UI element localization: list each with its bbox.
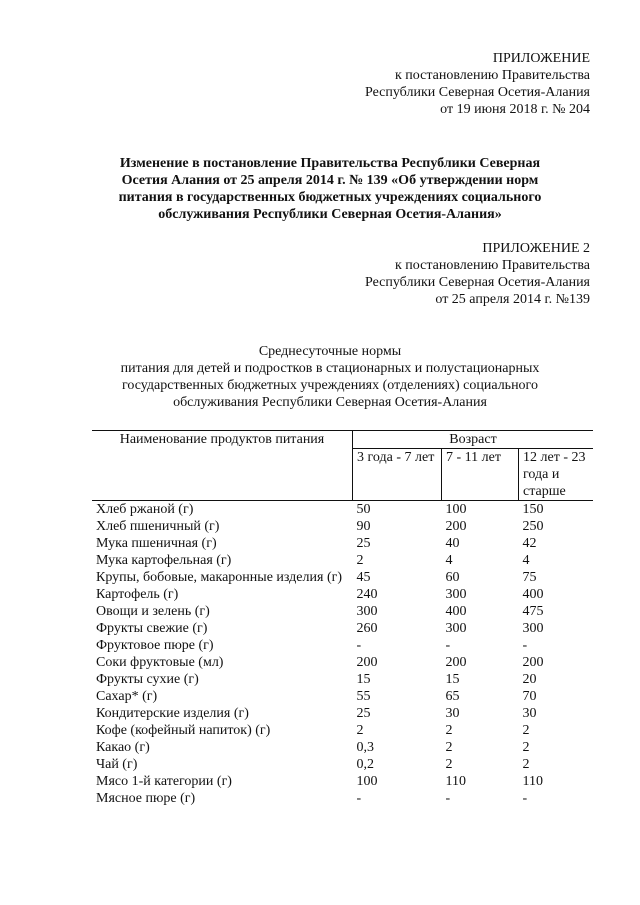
- norm-value-cell: 100: [445, 502, 467, 517]
- norm-value-cell: 200: [356, 655, 378, 670]
- norm-value-cell: 2: [356, 723, 364, 738]
- norm-value-cell: 75: [522, 570, 537, 585]
- norm-value-cell: 2: [445, 740, 453, 755]
- appendix-header: [330, 50, 590, 118]
- norm-value-cell: -: [445, 791, 451, 806]
- norm-value-cell: 2: [522, 723, 530, 738]
- norm-value-cell: 300: [445, 621, 467, 636]
- appendix-date-line: от 19 июня 2018 г. № 204: [440, 102, 590, 117]
- norm-value-cell: 150: [522, 502, 544, 517]
- norm-value-cell: -: [356, 791, 362, 806]
- norm-value-cell: 4: [445, 553, 453, 568]
- product-name-cell: Хлеб пшеничный (г): [96, 519, 220, 534]
- product-name-cell: Мясное пюре (г): [96, 791, 196, 806]
- product-name-cell: Сахар* (г): [96, 689, 158, 704]
- product-name-cell: Мука картофельная (г): [96, 553, 232, 568]
- appendix-2-ref-line: к постановлению Правительства: [394, 258, 590, 273]
- decree-title-line: Изменение в постановление Правительства Республики Северная: [119, 156, 541, 171]
- norm-value-cell: 2: [356, 553, 364, 568]
- column-header-age-7-11: 7 - 11 лет: [442, 449, 519, 501]
- product-name-cell: Кофе (кофейный напиток) (г): [96, 723, 271, 738]
- table-row: [92, 535, 593, 552]
- product-name-cell: Фруктовое пюре (г): [96, 638, 214, 653]
- norm-value-cell: 300: [356, 604, 378, 619]
- norm-value-cell: 50: [356, 502, 371, 517]
- appendix-ref-line: к постановлению Правительства: [394, 68, 590, 83]
- table-row: [92, 739, 593, 756]
- decree-title-line: питания в государственных бюджетных учреждениях социального: [118, 190, 542, 205]
- norm-value-cell: 200: [445, 655, 467, 670]
- norm-value-cell: 70: [522, 689, 537, 704]
- table-row: [92, 603, 593, 620]
- appendix-ref-line: Республики Северная Осетия-Алания: [365, 85, 590, 100]
- product-name-cell: Крупы, бобовые, макаронные изделия (г): [96, 570, 343, 585]
- table-row: [92, 620, 593, 637]
- table-row: [92, 518, 593, 535]
- product-name-cell: Соки фруктовые (мл): [96, 655, 224, 670]
- norm-value-cell: 25: [356, 536, 371, 551]
- norms-title-line: Среднесуточные нормы: [258, 344, 402, 359]
- product-name-cell: Мясо 1-й категории (г): [96, 774, 232, 789]
- norm-value-cell: 40: [445, 536, 460, 551]
- norm-value-cell: 15: [445, 672, 460, 687]
- norm-value-cell: -: [356, 638, 362, 653]
- norm-value-cell: 20: [522, 672, 537, 687]
- norm-value-cell: 45: [356, 570, 371, 585]
- column-header-age-3-7: 3 года - 7 лет: [353, 449, 442, 501]
- product-name-cell: Какао (г): [96, 740, 150, 755]
- nutrition-norms-table: [92, 430, 593, 807]
- norm-value-cell: 2: [445, 757, 453, 772]
- decree-title-line: Осетия Алания от 25 апреля 2014 г. № 139 «Об утверждении норм: [121, 173, 539, 188]
- norms-title: [90, 343, 570, 411]
- norm-value-cell: 250: [522, 519, 544, 534]
- norm-value-cell: 400: [445, 604, 467, 619]
- norm-value-cell: 475: [522, 604, 544, 619]
- column-header-age-12-23: 12 лет - 23 года и старше: [519, 449, 594, 501]
- norm-value-cell: 200: [445, 519, 467, 534]
- norm-value-cell: 260: [356, 621, 378, 636]
- norm-value-cell: -: [445, 638, 451, 653]
- table-row: [92, 773, 593, 790]
- norms-title-line: государственных бюджетных учреждениях (отделениях) социального: [122, 378, 538, 393]
- norms-title-line: обслуживания Республики Северная Осетия-Алания: [173, 395, 487, 410]
- table-row: [92, 501, 593, 519]
- product-name-cell: Фрукты сухие (г): [96, 672, 199, 687]
- decree-title-line: обслуживания Республики Северная Осетия-Алания»: [158, 207, 502, 222]
- table-row: [92, 688, 593, 705]
- appendix-title: ПРИЛОЖЕНИЕ: [492, 51, 590, 66]
- norm-value-cell: -: [522, 791, 528, 806]
- table-row: [92, 586, 593, 603]
- table-row: [92, 637, 593, 654]
- norm-value-cell: 55: [356, 689, 371, 704]
- product-name-cell: Хлеб ржаной (г): [96, 502, 194, 517]
- column-group-age: Возраст: [353, 431, 594, 449]
- norm-value-cell: 60: [445, 570, 460, 585]
- norm-value-cell: 400: [522, 587, 544, 602]
- product-name-cell: Овощи и зелень (г): [96, 604, 210, 619]
- norm-value-cell: 2: [522, 740, 530, 755]
- norm-value-cell: 30: [445, 706, 460, 721]
- table-row: [92, 722, 593, 739]
- table-row: [92, 671, 593, 688]
- table-row: [92, 654, 593, 671]
- norm-value-cell: 2: [445, 723, 453, 738]
- norm-value-cell: 90: [356, 519, 371, 534]
- norm-value-cell: 200: [522, 655, 544, 670]
- column-header-product-name: Наименование продуктов питания: [92, 431, 353, 501]
- norm-value-cell: 240: [356, 587, 378, 602]
- product-name-cell: Мука пшеничная (г): [96, 536, 217, 551]
- product-name-cell: Кондитерские изделия (г): [96, 706, 249, 721]
- table-row: [92, 756, 593, 773]
- norm-value-cell: 0,2: [356, 757, 374, 772]
- norms-title-line: питания для детей и подростков в стационарных и полустационарных: [120, 361, 540, 376]
- table-row: [92, 569, 593, 586]
- appendix-2-title: ПРИЛОЖЕНИЕ 2: [482, 241, 590, 256]
- table-row: [92, 552, 593, 569]
- norm-value-cell: 300: [445, 587, 467, 602]
- norm-value-cell: 110: [522, 774, 543, 789]
- table-body: [92, 501, 593, 808]
- norm-value-cell: 110: [445, 774, 466, 789]
- norm-value-cell: 15: [356, 672, 371, 687]
- appendix-2-ref-line: Республики Северная Осетия-Алания: [365, 275, 590, 290]
- norm-value-cell: 2: [522, 757, 530, 772]
- product-name-cell: Картофель (г): [96, 587, 179, 602]
- product-name-cell: Чай (г): [96, 757, 138, 772]
- norm-value-cell: -: [522, 638, 528, 653]
- norm-value-cell: 300: [522, 621, 544, 636]
- appendix-2-date-line: от 25 апреля 2014 г. №139: [435, 292, 590, 307]
- product-name-cell: Фрукты свежие (г): [96, 621, 208, 636]
- norm-value-cell: 42: [522, 536, 537, 551]
- norm-value-cell: 100: [356, 774, 378, 789]
- table-row: [92, 705, 593, 722]
- norm-value-cell: 0,3: [356, 740, 374, 755]
- norm-value-cell: 30: [522, 706, 537, 721]
- decree-title: [90, 155, 570, 223]
- norm-value-cell: 25: [356, 706, 371, 721]
- norm-value-cell: 4: [522, 553, 530, 568]
- table-row: [92, 790, 593, 807]
- appendix-2-header: [330, 240, 590, 308]
- norm-value-cell: 65: [445, 689, 460, 704]
